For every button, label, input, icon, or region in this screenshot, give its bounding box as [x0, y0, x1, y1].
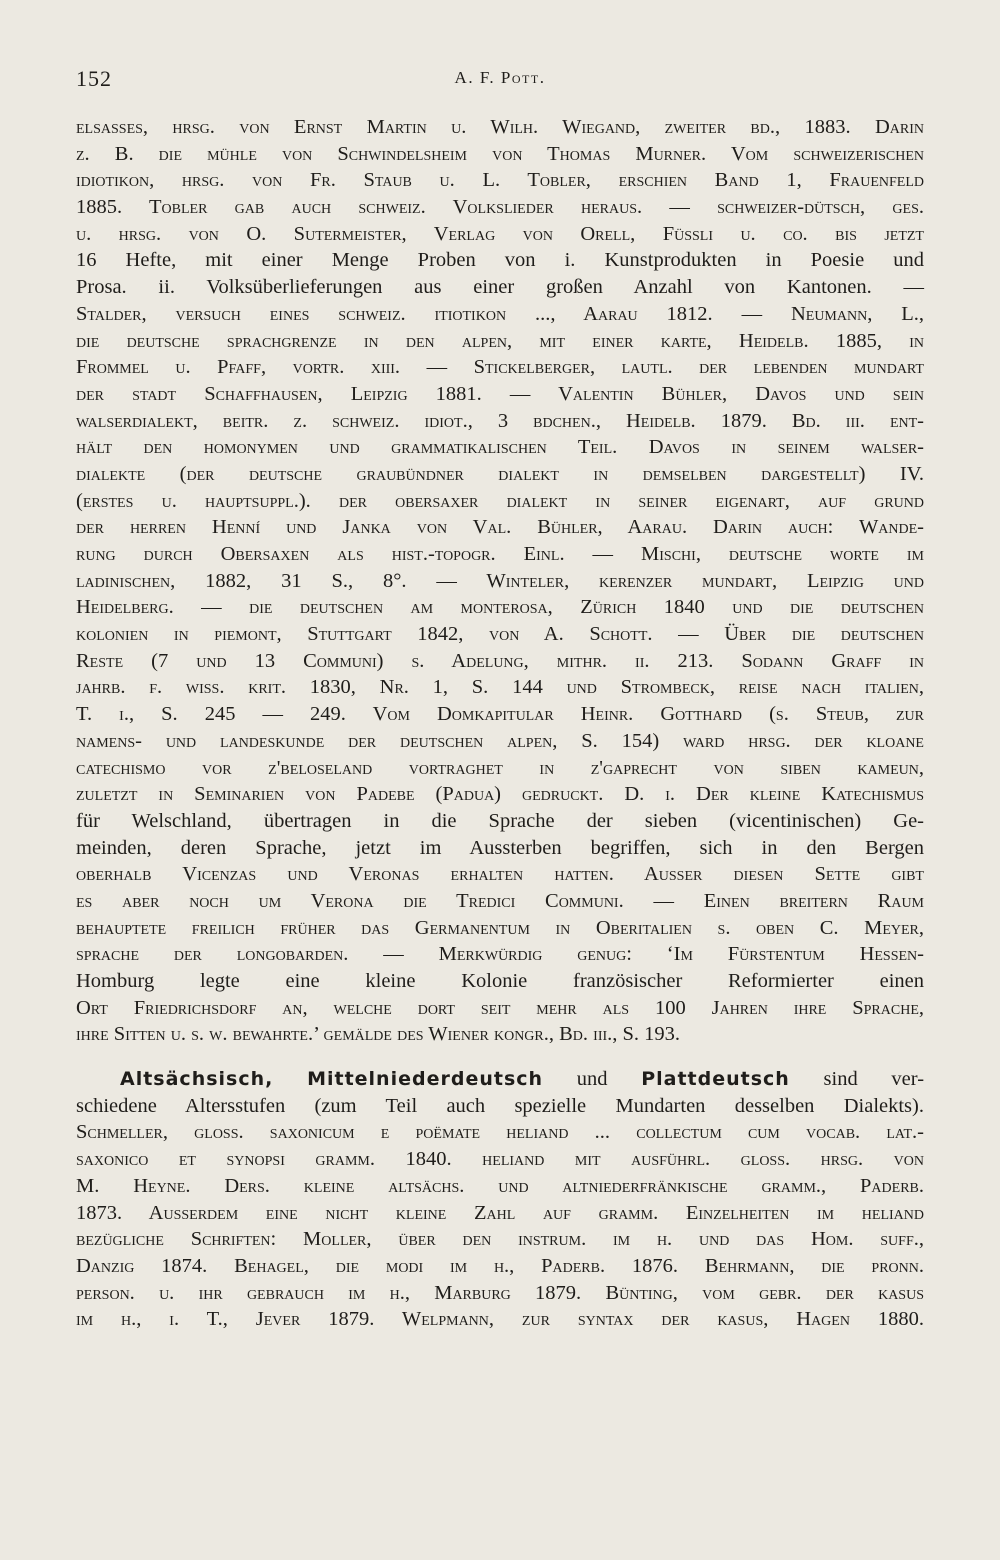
- text-line: 1885. Tobler gab auch schweiz. Volkslieder heraus. — schweizer-dütsch, ges.: [76, 196, 924, 219]
- text-line: walserdialekt, beitr. z. schweiz. idiot., 3 bdchen., Heidelb. 1879. Bd. iii. ent-: [76, 409, 924, 432]
- text-line: die deutsche sprachgrenze in den alpen, mit einer karte, Heidelb. 1885, in: [76, 329, 924, 352]
- text-line: bezügliche Schriften: Moller, über den instrum. im h. und das Hom. suff.,: [76, 1228, 924, 1251]
- text-line-lead: [76, 1066, 924, 1093]
- text-line: z. B. die mühle von Schwindelsheim von Thomas Murner. Vom schweizerischen: [76, 142, 924, 165]
- text-line: ihre Sitten u. s. w. bewahrte.’ gemälde des Wiener kongr., Bd. iii., S. 193.: [76, 1023, 681, 1046]
- text-line: catechismo vor z'beloseland vortraghet in z'gaprecht von siben kameun,: [76, 756, 924, 779]
- text-line: Prosa. ii. Volksüberlieferungen aus einer großen Anzahl von Kantonen. —: [76, 276, 924, 299]
- text-line: 1873. Außerdem eine nicht kleine Zahl auf gramm. Einzelheiten im heliand: [76, 1201, 924, 1224]
- text-line: T. i., S. 245 — 249. Vom Domkapitular Heinr. Gotthard (s. Steub, zur: [76, 703, 924, 726]
- text-line: schiedene Altersstufen (zum Teil auch spezielle Mundarten desselben Dialekts).: [76, 1094, 924, 1117]
- text-line: 16 Hefte, mit einer Menge Proben von i. Kunstprodukten in Poesie und: [76, 249, 924, 272]
- text-line: Schmeller, gloss. saxonicum e poëmate heliand ... collectum cum vocab. lat.-: [76, 1121, 924, 1144]
- text-line: Reste (7 und 13 Communi) s. Adelung, mithr. ii. 213. Sodann Graff in: [76, 649, 924, 672]
- paragraph-2: [76, 1066, 924, 1333]
- text-line: Heidelberg. — die deutschen am monterosa, Zürich 1840 und die deutschen: [76, 596, 924, 619]
- running-head: A. F. Pott.: [454, 68, 546, 87]
- page-header: [76, 66, 924, 96]
- text-line: idiotikon, hrsg. von Fr. Staub u. L. Tobler, erschien Band 1, Frauenfeld: [76, 169, 924, 192]
- text-line: Frommel u. Pfaff, vortr. xiii. — Stickelberger, lautl. der lebenden mundart: [76, 356, 924, 379]
- paragraph-gap: [76, 1048, 924, 1066]
- text-line: im h., i. T., Jever 1879. Welpmann, zur syntax der kasus, Hagen 1880.: [76, 1308, 924, 1331]
- text-line: namens- und landeskunde der deutschen alpen, S. 154) ward hrsg. der kloane: [76, 729, 924, 752]
- emphasis-term: Mittelniederdeutsch: [307, 1068, 544, 1091]
- body-text: [76, 114, 924, 1333]
- text-line: jahrb. f. wiss. krit. 1830, Nr. 1, S. 144 und Strombeck, reise nach italien,: [76, 676, 924, 699]
- text-line: elsasses, hrsg. von Ernst Martin u. Wilh. Wiegand, zweiter bd., 1883. Darin: [76, 116, 924, 138]
- text-line: Danzig 1874. Behagel, die modi im h., Paderb. 1876. Behrmann, die pronn.: [76, 1254, 924, 1277]
- text-line: M. Heyne. Ders. kleine altsächs. und altniederfränkische gramm., Paderb.: [76, 1174, 924, 1197]
- text-line: hält den homonymen und grammatikalischen Teil. Davos in seinem walser-: [76, 436, 924, 459]
- text-line: rung durch Obersaxen als hist.-topogr. Einl. — Mischi, deutsche worte im: [76, 543, 924, 565]
- text-line: u. hrsg. von O. Sutermeister, Verlag von Orell, Füssli u. co. bis jetzt: [76, 222, 924, 245]
- text-line: zuletzt in Seminarien von Padebe (Padua) gedruckt. D. i. Der kleine Katechismus: [76, 783, 924, 806]
- text-line: der stadt Schaffhausen, Leipzig 1881. — Valentin Bühler, Davos und sein: [76, 382, 924, 405]
- text-line: es aber noch um Verona die Tredici Communi. — Einen breitern Raum: [76, 889, 924, 912]
- text-line: saxonico et synopsi gramm. 1840. heliand mit ausführl. gloss. hrsg. von: [76, 1148, 924, 1171]
- text-line: sprache der longobarden. — Merkwürdig genug: ‘Im Fürstentum Hessen-: [76, 943, 924, 966]
- text-line: der herren Henní und Janka von Val. Bühler, Aarau. Darin auch: Wande-: [76, 516, 924, 539]
- text-line: Stalder, versuch eines schweiz. itiotikon ..., Aarau 1812. — Neumann, L.,: [76, 302, 924, 325]
- text-line: Ort Friedrichsdorf an, welche dort seit mehr als 100 Jahren ihre Sprache,: [76, 996, 924, 1019]
- text-line: ladinischen, 1882, 31 S., 8°. — Winteler, kerenzer mundart, Leipzig und: [76, 569, 924, 592]
- text-line: meinden, deren Sprache, jetzt im Aussterben begriffen, sich in den Bergen: [76, 836, 924, 859]
- page-number: 152: [76, 66, 112, 91]
- text-line: behauptete freilich früher das Germanentum in Oberitalien s. oben C. Meyer,: [76, 916, 924, 939]
- connector-text: und: [543, 1068, 642, 1091]
- text-line: für Welschland, übertragen in die Sprache der sieben (vicentinischen) Ge-: [76, 809, 924, 832]
- emphasis-term: Altsächsisch,: [120, 1068, 274, 1091]
- text-line: oberhalb Vicenzas und Veronas erhalten hatten. Außer diesen Sette gibt: [76, 863, 924, 886]
- text-line: (erstes u. hauptsuppl.). der obersaxer dialekt in seiner eigenart, auf grund: [76, 489, 924, 512]
- text-line: Homburg legte eine kleine Kolonie französischer Reformierter einen: [76, 970, 924, 992]
- lead-rest: sind ver-: [789, 1068, 925, 1091]
- text-line: person. u. ihr gebrauch im h., Marburg 1879. Bünting, vom gebr. der kasus: [76, 1281, 924, 1304]
- text-line: kolonien in piemont, Stuttgart 1842, von A. Schott. — Über die deutschen: [76, 623, 924, 646]
- text-line: dialekte (der deutsche graubündner dialekt in demselben dargestellt) IV.: [76, 462, 924, 485]
- paragraph-1: [76, 114, 924, 1048]
- emphasis-term: Plattdeutsch: [641, 1068, 790, 1091]
